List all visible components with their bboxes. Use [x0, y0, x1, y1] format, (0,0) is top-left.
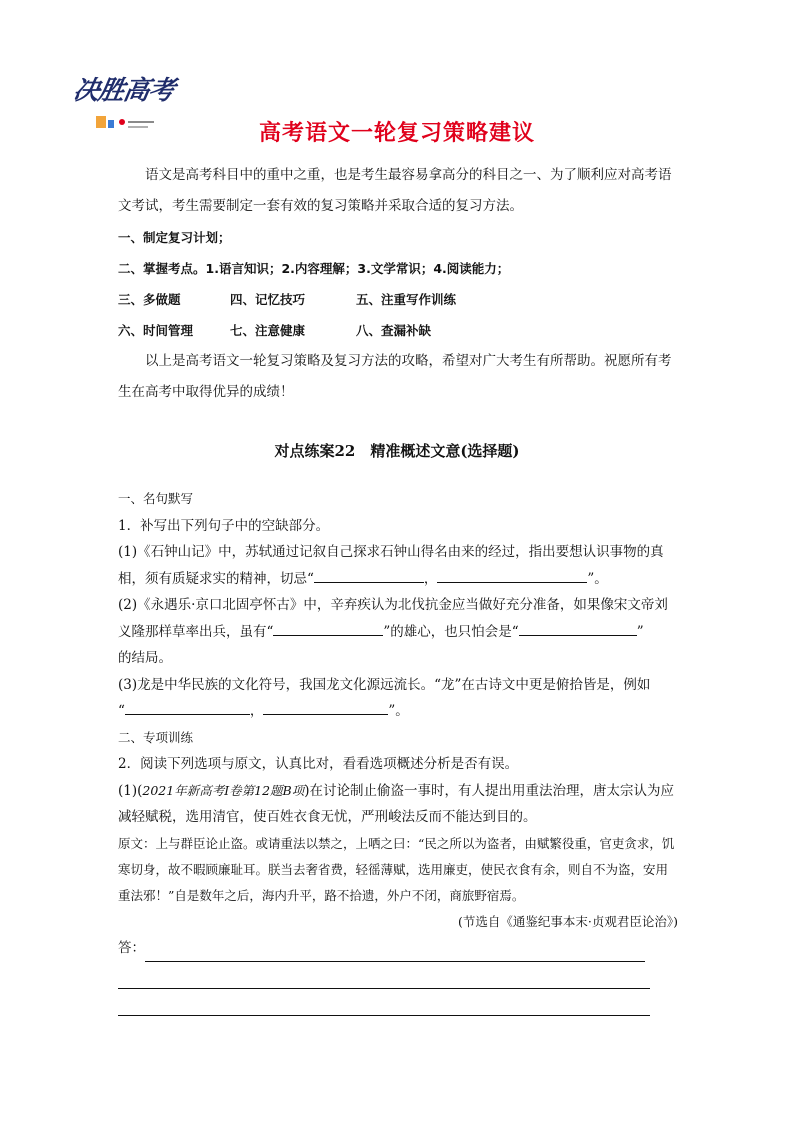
tip-4: 四、记忆技巧 [230, 292, 306, 307]
answer-label: 答： [118, 940, 145, 956]
blank-input[interactable] [314, 568, 424, 583]
tip-7: 七、注意健康 [230, 323, 306, 338]
section-title: 对点练案22 精准概述文意(选择题) [274, 442, 520, 460]
logo-text: 决胜高考 [70, 76, 177, 106]
original-text: 原文：上与群臣论止盗。或请重法以禁之，上哂之曰：“民之所以为盗者，由赋繁役重，官吏贪求，饥寒切身，故不暇顾廉耻耳。朕当去奢省费，轻徭薄赋，选用廉吏，使民衣食有余，则自不为盗，安用重法邪！”自是数年之后，海内升平，路不拾遗，外户不闭，商旅野宿焉。 [118, 835, 675, 903]
intro-paragraph: 语文是高考科目中的重中之重，也是考生最容易拿高分的科目之一、为了顺利应对高考语文考试，考生需要制定一套有效的复习策略并采取合适的复习方法。 [118, 167, 672, 214]
question-1-1: (1)《石钟山记》中，苏轼通过记叙自己探求石钟山得名由来的经过，指出要想认识事物的真相，须有质疑求实的精神，切忌“ ， ”。 [118, 544, 664, 587]
intro-line-2: 二、掌握考点。1.语言知识；2.内容理解；3.文学常识；4.阅读能力； [118, 261, 510, 276]
question-1-3: (3)龙是中华民族的文化符号，我国龙文化源远流长。“龙”在古诗文中更是俯拾皆是，例如 “ ， ”。 [118, 676, 651, 719]
source-citation: (节选自《通鉴纪事本末·贞观君臣论治》) [458, 913, 678, 929]
blank-input[interactable] [263, 700, 388, 715]
answer-line[interactable] [118, 989, 650, 1016]
intro-line-1: 一、制定复习计划； [118, 230, 231, 245]
page-title: 高考语文一轮复习策略建议 [258, 121, 535, 146]
heading-1: 一、名句默写 [118, 491, 194, 506]
question-1: 1．补写出下列句子中的空缺部分。 [118, 517, 330, 534]
exercise-body [118, 486, 678, 1016]
answer-line[interactable] [145, 943, 645, 962]
blank-input[interactable] [273, 621, 383, 636]
question-2: 2．阅读下列选项与原文，认真比对，看看选项概述分析是否有误。 [118, 756, 519, 772]
answer-line[interactable] [118, 962, 650, 989]
blank-input[interactable] [437, 568, 587, 583]
intro-closing: 以上是高考语文一轮复习策略及复习方法的攻略，希望对广大考生有所帮助。祝愿所有考生在高考中取得优异的成绩！ [118, 353, 672, 400]
question-1-2: (2)《永遇乐·京口北固亭怀古》中，辛弃疾认为北伐抗金应当做好充分准备，如果像宋文帝刘义隆那样草率出兵，虽有“ ”的雄心，也只怕会是“ ” 的结局。 [118, 597, 668, 666]
intro-line-3 [118, 284, 678, 315]
question-2-1: (1)(2021年新高考Ⅰ卷第12题B项)在讨论制止偷盗一事时，有人提出用重法治理，唐太宗认为应减轻赋税，选用清官，使百姓衣食无忧，严刑峻法反而不能达到目的。 [118, 782, 675, 825]
heading-2: 二、专项训练 [118, 729, 194, 745]
blank-input[interactable] [519, 621, 637, 636]
tip-6: 六、时间管理 [118, 323, 194, 338]
answer-area[interactable] [118, 935, 678, 962]
intro-block [118, 160, 678, 408]
blank-input[interactable] [125, 700, 250, 715]
tip-8: 八、查漏补缺 [356, 323, 432, 338]
tip-5: 五、注重写作训练 [356, 292, 457, 307]
intro-line-4 [118, 315, 678, 346]
tip-3: 三、多做题 [118, 292, 181, 307]
